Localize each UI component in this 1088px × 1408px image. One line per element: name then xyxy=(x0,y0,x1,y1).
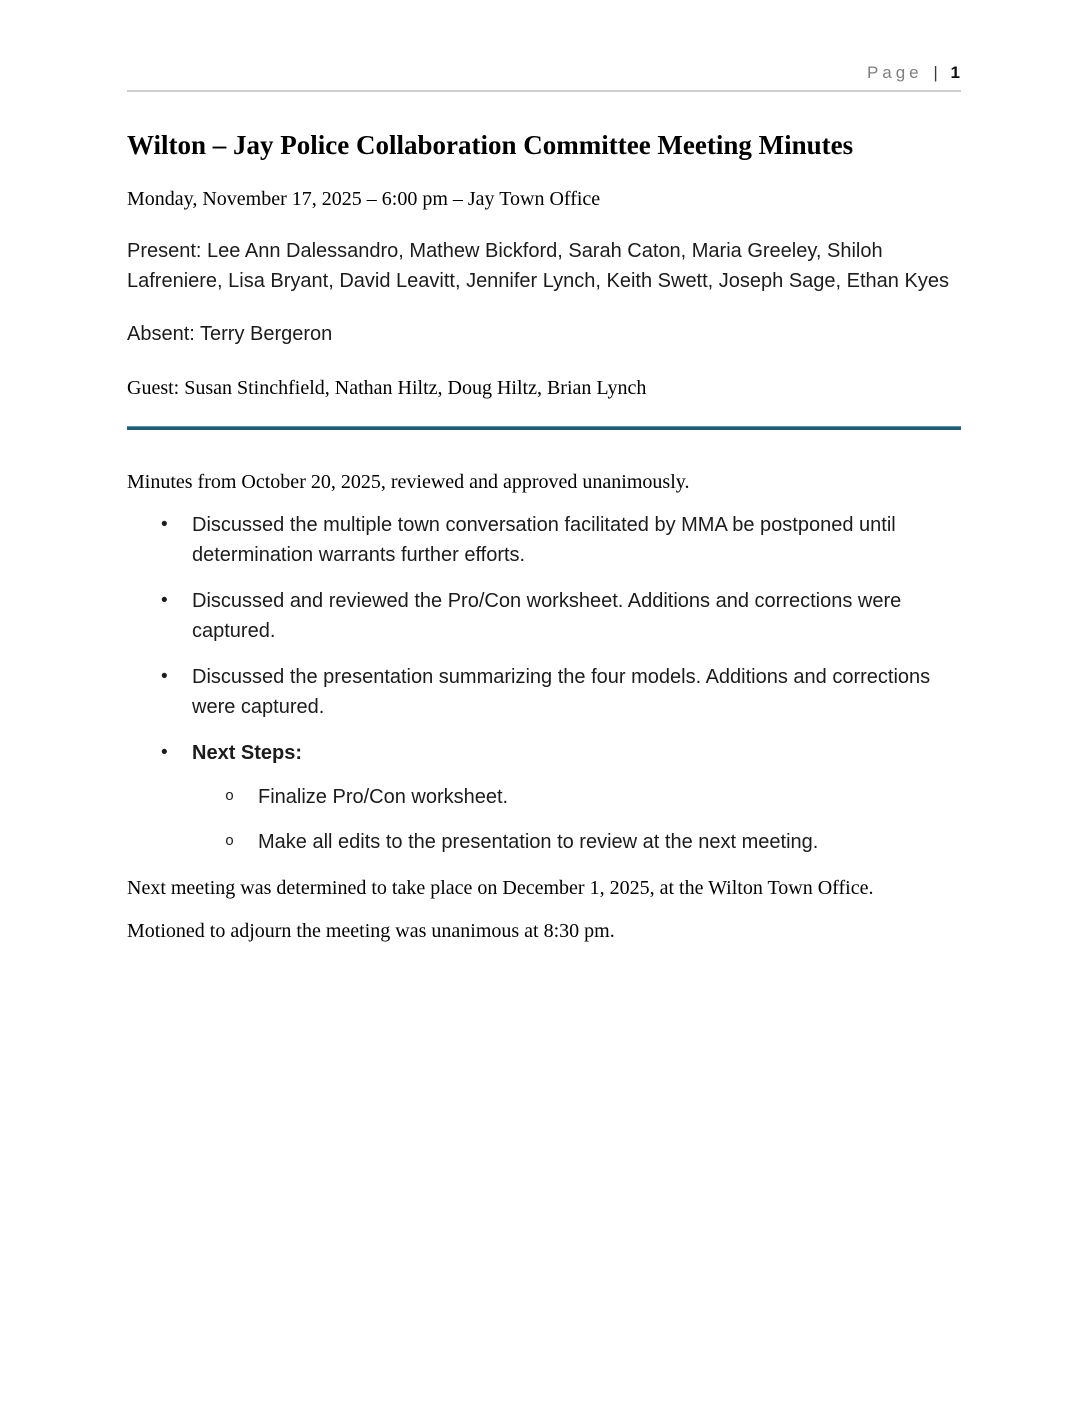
sub-list-item-text: Finalize Pro/Con worksheet. xyxy=(258,786,509,808)
list-item-text: Discussed the multiple town conversation facilitated by MMA be postponed until determination warrants further efforts. xyxy=(192,514,896,566)
minutes-approval-note: Minutes from October 20, 2025, reviewed and approved unanimously. xyxy=(127,471,690,493)
page-label: Page xyxy=(866,63,923,82)
list-item-text: Discussed the presentation summarizing the four models. Additions and corrections were captured. xyxy=(192,666,931,718)
next-steps-sublist xyxy=(192,782,961,857)
page-content xyxy=(127,0,961,946)
list-item xyxy=(127,586,961,646)
next-steps-heading: Next Steps: xyxy=(192,742,303,764)
discussion-list xyxy=(127,510,961,857)
running-header xyxy=(127,0,961,92)
attendees-guest: Guest: Susan Stinchfield, Nathan Hiltz, Doug Hiltz, Brian Lynch xyxy=(127,377,647,399)
sub-list-item xyxy=(192,827,961,857)
sub-list-item-text: Make all edits to the presentation to review at the next meeting. xyxy=(258,831,819,853)
list-item-text: Discussed and reviewed the Pro/Con worksheet. Additions and corrections were captured. xyxy=(192,590,902,642)
list-item xyxy=(127,662,961,722)
page-separator: | xyxy=(933,63,942,82)
meeting-datetime-location: Monday, November 17, 2025 – 6:00 pm – Jay Town Office xyxy=(127,188,601,210)
next-meeting-note: Next meeting was determined to take place on December 1, 2025, at the Wilton Town Office. xyxy=(127,877,874,899)
attendees-absent: Absent: Terry Bergeron xyxy=(127,323,333,345)
list-item xyxy=(127,510,961,570)
page-number: 1 xyxy=(950,63,961,82)
sub-list-item xyxy=(192,782,961,812)
list-item-next-steps xyxy=(127,738,961,857)
attendees-present: Present: Lee Ann Dalessandro, Mathew Bickford, Sarah Caton, Maria Greeley, Shiloh Lafreniere, Lisa Bryant, David Leavitt, Jennifer Lynch, Keith Swett, Joseph Sage, Ethan Kyes xyxy=(127,240,949,292)
section-divider xyxy=(127,426,961,430)
adjournment-note: Motioned to adjourn the meeting was unanimous at 8:30 pm. xyxy=(127,920,615,942)
document-title: Wilton – Jay Police Collaboration Committee Meeting Minutes xyxy=(127,130,854,160)
